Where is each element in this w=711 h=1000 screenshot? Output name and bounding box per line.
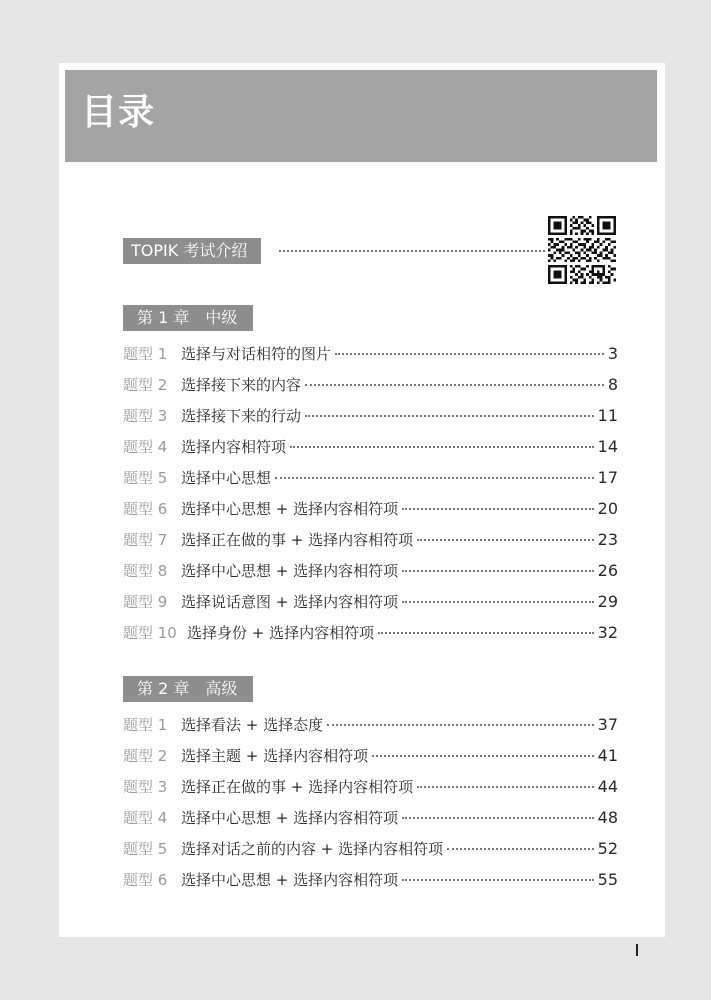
toc-entry-page: 23 (597, 530, 618, 549)
toc-entry-number: 题型 7 (123, 531, 168, 549)
toc-entry-title: 选择正在做的事 + 选择内容相符项 (181, 778, 414, 796)
toc-entry-title: 选择中心思想 (181, 469, 272, 487)
toc-entry-number: 题型 1 (123, 716, 168, 734)
toc-entry-title: 选择中心思想 + 选择内容相符项 (181, 871, 399, 889)
toc-entry-title: 选择中心思想 + 选择内容相符项 (181, 562, 399, 580)
dot-leader (279, 250, 545, 252)
page-folio-mark (636, 944, 638, 956)
toc-entry[interactable] (123, 467, 618, 498)
toc-entry-number: 题型 5 (123, 469, 168, 487)
toc-entry-page: 8 (607, 375, 618, 394)
dot-leader (305, 415, 594, 417)
qr-code-icon[interactable] (548, 216, 616, 284)
toc-entry[interactable] (123, 776, 618, 807)
toc-entry[interactable] (123, 436, 618, 467)
toc-entry-title: 选择主题 + 选择内容相符项 (181, 747, 369, 765)
toc-entry-title: 选择与对话相符的图片 (181, 345, 332, 363)
toc-entry-number: 题型 6 (123, 500, 168, 518)
intro-row[interactable] (123, 238, 545, 264)
dot-leader (402, 879, 594, 881)
toc-entry[interactable] (123, 622, 618, 653)
dot-leader (305, 384, 604, 386)
toc-entry-page: 26 (597, 561, 618, 580)
dot-leader (275, 477, 594, 479)
toc-entry-title: 选择中心思想 + 选择内容相符项 (181, 500, 399, 518)
toc-entry-number: 题型 1 (123, 345, 168, 363)
toc-entry-number: 题型 2 (123, 747, 168, 765)
toc-entry[interactable] (123, 869, 618, 900)
toc-entry-page: 14 (597, 437, 618, 456)
toc-entry-title: 选择内容相符项 (181, 438, 287, 456)
toc-entry[interactable] (123, 405, 618, 436)
toc-entry-page: 32 (597, 623, 618, 642)
dot-leader (290, 446, 594, 448)
toc-entry-page: 17 (597, 468, 618, 487)
dot-leader (417, 786, 594, 788)
toc-page (59, 63, 665, 937)
dot-leader (378, 632, 594, 634)
toc-entry-title: 选择接下来的行动 (181, 407, 302, 425)
toc-entry-page: 48 (597, 808, 618, 827)
toc-entry[interactable] (123, 498, 618, 529)
toc-entry-number: 题型 4 (123, 438, 168, 456)
toc-entry-page: 37 (597, 715, 618, 734)
toc-entry-title: 选择说话意图 + 选择内容相符项 (181, 593, 399, 611)
toc-entry-page: 29 (597, 592, 618, 611)
toc-entry-number: 题型 5 (123, 840, 168, 858)
dot-leader (372, 755, 594, 757)
toc-entry-number: 题型 9 (123, 593, 168, 611)
chapter-1-list (123, 343, 618, 653)
dot-leader (402, 817, 594, 819)
toc-entry-page: 55 (597, 870, 618, 889)
toc-entry[interactable] (123, 714, 618, 745)
toc-entry-number: 题型 6 (123, 871, 168, 889)
toc-entry-page: 20 (597, 499, 618, 518)
dot-leader (327, 724, 594, 726)
intro-label: TOPIK 考试介绍 (123, 238, 261, 264)
dot-leader (417, 539, 594, 541)
toc-entry[interactable] (123, 529, 618, 560)
toc-entry-number: 题型 4 (123, 809, 168, 827)
toc-entry[interactable] (123, 838, 618, 869)
dot-leader (402, 570, 594, 572)
toc-entry-number: 题型 8 (123, 562, 168, 580)
page-title: 目录 (81, 92, 156, 133)
toc-entry-page: 3 (607, 344, 618, 363)
toc-entry-title: 选择接下来的内容 (181, 376, 302, 394)
dot-leader (402, 508, 594, 510)
chapter-2-list (123, 714, 618, 900)
dot-leader (335, 353, 604, 355)
toc-entry-title: 选择身份 + 选择内容相符项 (187, 624, 375, 642)
chapter-1-heading: 第 1 章 中级 (123, 305, 253, 331)
toc-entry-page: 44 (597, 777, 618, 796)
toc-entry-page: 11 (597, 406, 618, 425)
toc-entry[interactable] (123, 591, 618, 622)
toc-entry[interactable] (123, 343, 618, 374)
toc-entry[interactable] (123, 745, 618, 776)
toc-entry[interactable] (123, 807, 618, 838)
toc-entry-title: 选择正在做的事 + 选择内容相符项 (181, 531, 414, 549)
toc-entry[interactable] (123, 374, 618, 405)
chapter-2-heading: 第 2 章 高级 (123, 676, 253, 702)
toc-entry-title: 选择看法 + 选择态度 (181, 716, 324, 734)
toc-entry[interactable] (123, 560, 618, 591)
toc-entry-title: 选择对话之前的内容 + 选择内容相符项 (181, 840, 444, 858)
dot-leader (402, 601, 594, 603)
title-bar (65, 70, 657, 162)
toc-entry-number: 题型 10 (123, 624, 177, 642)
toc-entry-number: 题型 3 (123, 407, 168, 425)
dot-leader (447, 848, 594, 850)
toc-entry-page: 41 (597, 746, 618, 765)
toc-entry-page: 52 (597, 839, 618, 858)
toc-entry-number: 题型 3 (123, 778, 168, 796)
toc-entry-number: 题型 2 (123, 376, 168, 394)
toc-entry-title: 选择中心思想 + 选择内容相符项 (181, 809, 399, 827)
